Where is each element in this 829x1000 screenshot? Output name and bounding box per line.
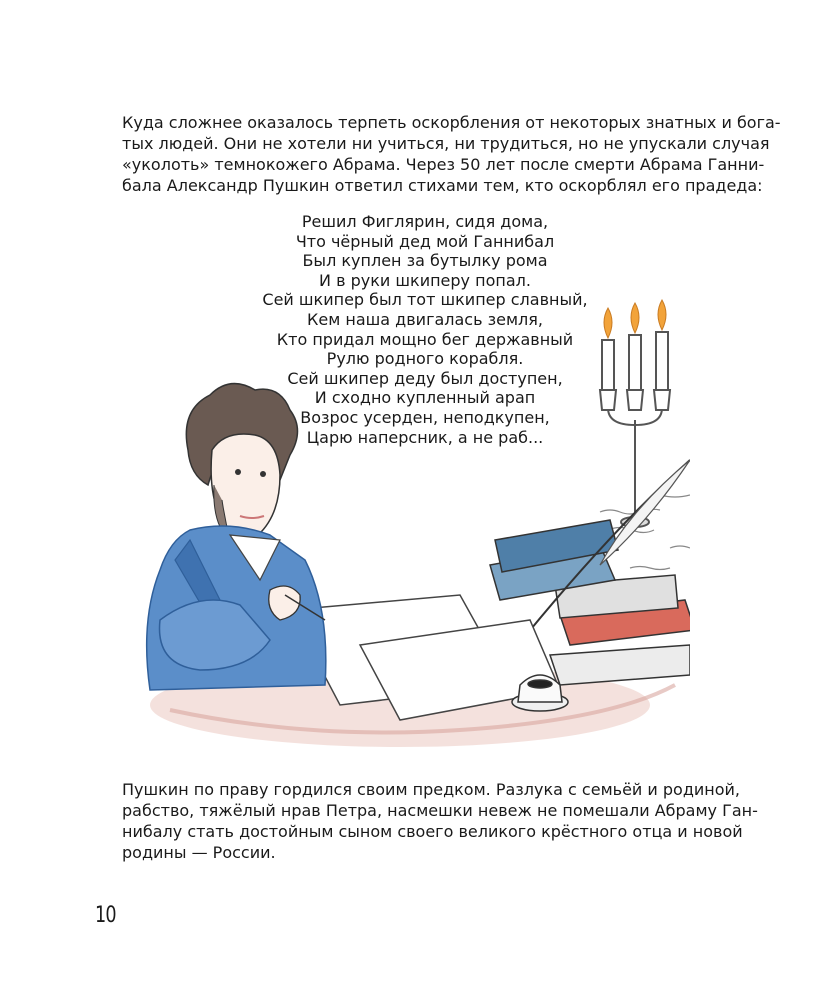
text-line: рабство, тяжёлый нрав Петра, насмешки невеж не помешали Абраму Ган-	[122, 801, 758, 820]
text-line: нибалу стать достойным сыном своего великого крёстного отца и новой	[122, 822, 743, 841]
text-line: Пушкин по праву гордился своим предком. Разлука с семьёй и родиной,	[122, 780, 741, 799]
poem-line: И сходно купленный арап	[314, 388, 536, 408]
page-number: 10	[95, 903, 116, 928]
text-line: родины — России.	[122, 843, 276, 862]
poem-line: Возрос усерден, неподкупен,	[300, 407, 550, 427]
poem-line: Решил Фиглярин, сидя дома,	[301, 212, 549, 231]
poem-line: Сей шкипер был тот шкипер славный,	[262, 290, 588, 310]
eye	[235, 469, 241, 475]
poem-line: Царю наперсник, а не раб...	[306, 427, 544, 447]
poem-line: И в руки шкиперу попал.	[319, 270, 531, 290]
text-line: бала Александр Пушкин ответил стихами тем, кто оскорблял его прадеда:	[122, 176, 763, 195]
closing-paragraph	[122, 779, 758, 863]
poem-line: Сей шкипер деду был доступен,	[287, 368, 563, 388]
poem-line: Кем наша двигалась земля,	[307, 309, 543, 329]
pushkin-writing-illustration	[130, 290, 690, 760]
quill-feather	[600, 460, 690, 565]
poem-line: Кто придал мощно бег державный	[276, 329, 574, 349]
poem-line: Рулю родного корабля.	[326, 349, 524, 369]
eye	[260, 471, 266, 477]
text-line: «уколоть» темнокожего Абрама. Через 50 лет после смерти Абрама Ганни-	[122, 155, 765, 174]
intro-paragraph	[122, 112, 781, 196]
text-line: Куда сложнее оказалось терпеть оскорбления от некоторых знатных и бога-	[122, 113, 781, 132]
poem-line: Был куплен за бутылку рома	[302, 251, 548, 271]
pushkin-figure	[147, 384, 326, 690]
poem-line: Что чёрный дед мой Ганнибал	[295, 231, 555, 251]
text-line: тых людей. Они не хотели ни учиться, ни трудиться, но не упускали случая	[122, 134, 770, 153]
